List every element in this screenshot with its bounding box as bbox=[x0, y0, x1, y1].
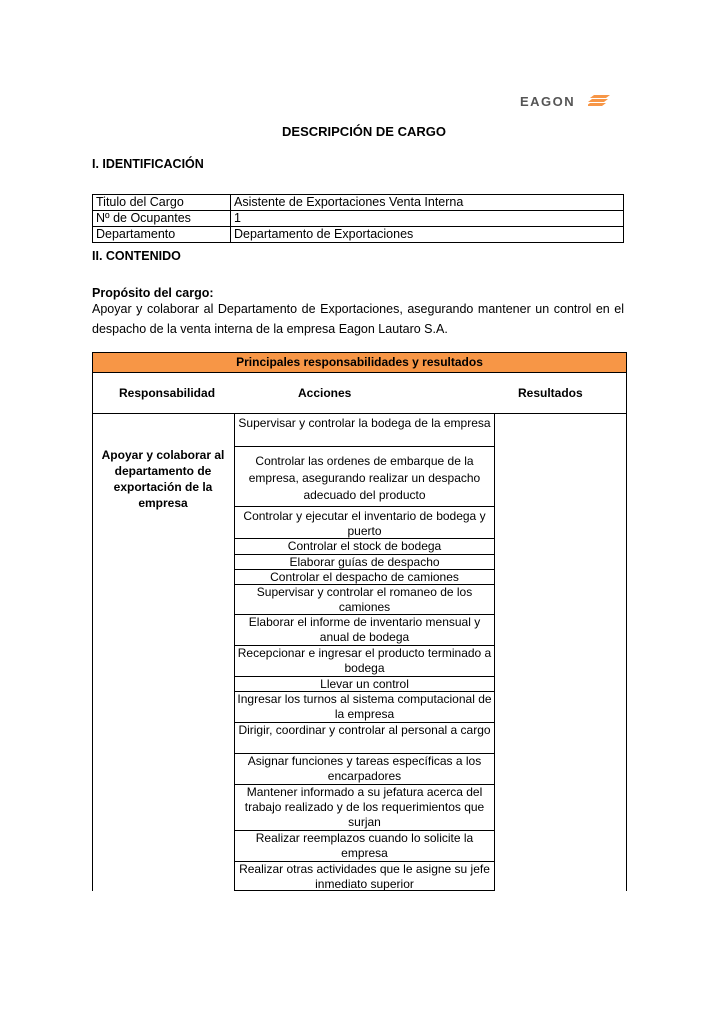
id-label: Nº de Ocupantes bbox=[93, 211, 231, 227]
action-item: Asignar funciones y tareas específicas a los encarpadores bbox=[235, 754, 494, 785]
table-row bbox=[93, 211, 624, 227]
table-row bbox=[93, 227, 624, 243]
purpose-label: Propósito del cargo: bbox=[92, 286, 214, 300]
section-content-heading: II. CONTENIDO bbox=[92, 249, 181, 263]
action-item: Mantener informado a su jefatura acerca del trabajo realizado y de los requerimientos que surjan bbox=[235, 785, 494, 831]
purpose-text: Apoyar y colaborar al Departamento de Exportaciones, asegurando mantener un control en el despacho de la venta interna de la empresa Eagon Lautaro S.A. bbox=[92, 302, 624, 336]
logo-stripes-icon bbox=[588, 95, 610, 107]
action-item: Controlar y ejecutar el inventario de bodega y puerto bbox=[235, 507, 494, 539]
action-item: Recepcionar e ingresar el producto terminado a bodega bbox=[235, 646, 494, 677]
action-item: Dirigir, coordinar y controlar al personal a cargo bbox=[235, 723, 494, 754]
id-label: Titulo del Cargo bbox=[93, 195, 231, 211]
action-item: Supervisar y controlar la bodega de la empresa bbox=[235, 414, 494, 447]
id-value: Asistente de Exportaciones Venta Interna bbox=[231, 195, 624, 211]
company-logo bbox=[520, 94, 610, 112]
table-row bbox=[93, 195, 624, 211]
document-title: DESCRIPCIÓN DE CARGO bbox=[282, 124, 446, 139]
results-cell bbox=[495, 414, 625, 891]
table-header: Principales responsabilidades y resultados bbox=[93, 353, 626, 373]
id-value: 1 bbox=[231, 211, 624, 227]
action-item: Llevar un control bbox=[235, 677, 494, 692]
id-value: Departamento de Exportaciones bbox=[231, 227, 624, 243]
identification-table bbox=[92, 194, 624, 243]
col-results: Resultados bbox=[518, 386, 583, 400]
responsibilities-table bbox=[92, 352, 627, 891]
section-identification-heading: I. IDENTIFICACIÓN bbox=[92, 157, 204, 171]
action-item: Controlar el stock de bodega bbox=[235, 539, 494, 555]
id-label: Departamento bbox=[93, 227, 231, 243]
col-responsibility: Responsabilidad bbox=[119, 386, 216, 400]
responsibility-cell: Apoyar y colaborar al departamento de exportación de la empresa bbox=[101, 448, 225, 510]
action-item: Realizar reemplazos cuando lo solicite la empresa bbox=[235, 831, 494, 862]
action-item: Realizar otras actividades que le asigne su jefe inmediato superior bbox=[235, 862, 494, 891]
action-item: Controlar el despacho de camiones bbox=[235, 570, 494, 585]
logo-text: EAGON bbox=[520, 94, 576, 109]
col-actions: Acciones bbox=[298, 386, 352, 400]
action-item: Ingresar los turnos al sistema computacional de la empresa bbox=[235, 692, 494, 723]
table-body bbox=[93, 414, 626, 891]
action-item: Controlar las ordenes de embarque de la empresa, asegurando realizar un despacho adecuado del producto bbox=[235, 447, 494, 507]
action-item: Supervisar y controlar el romaneo de los camiones bbox=[235, 585, 494, 615]
action-item: Elaborar guías de despacho bbox=[235, 555, 494, 570]
action-item: Elaborar el informe de inventario mensual y anual de bodega bbox=[235, 615, 494, 646]
column-headers bbox=[93, 373, 626, 414]
